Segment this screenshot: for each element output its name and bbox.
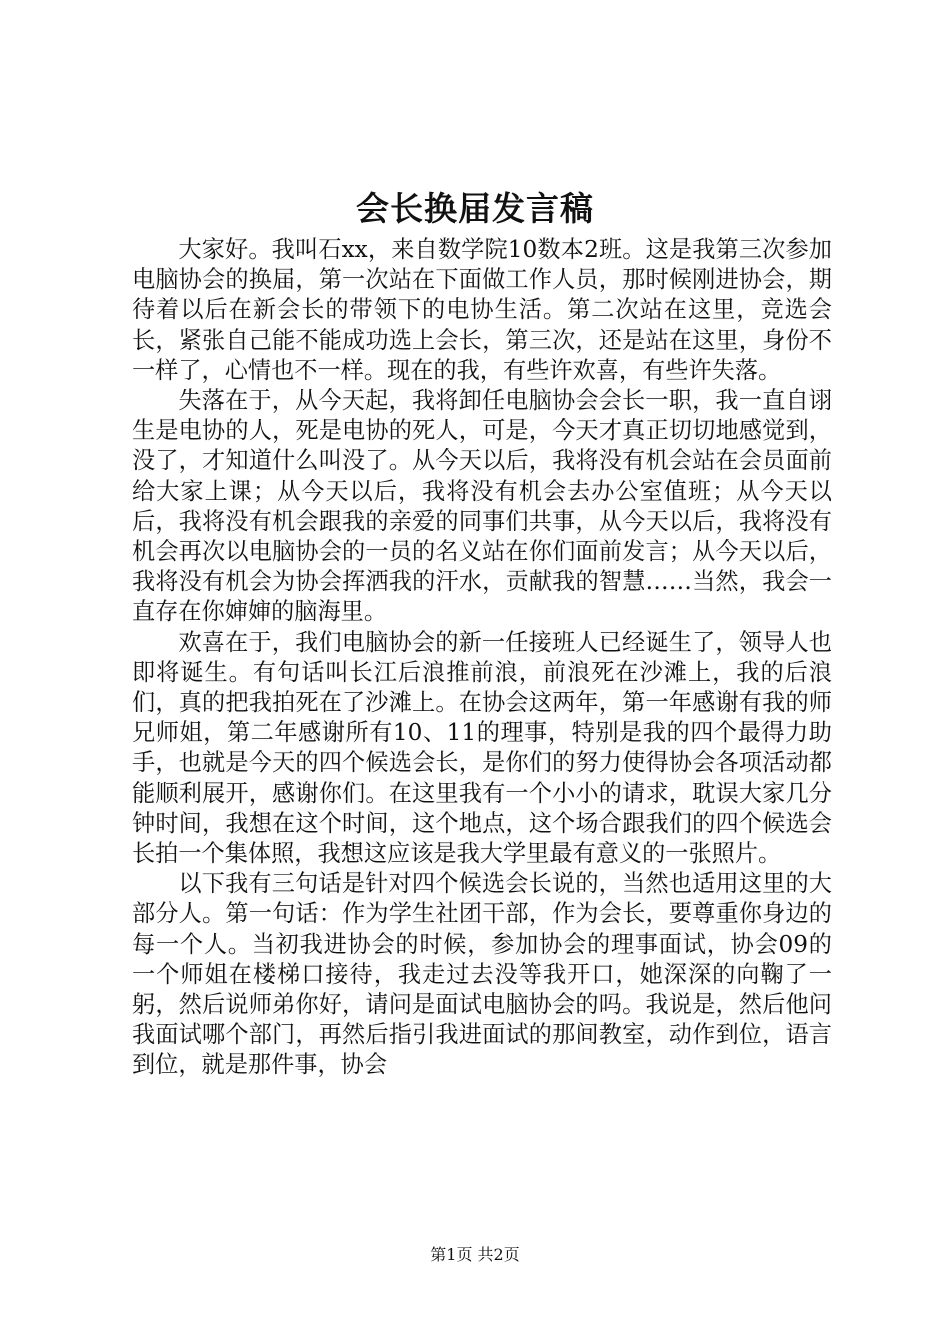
document-title: 会长换届发言稿 [356, 189, 594, 228]
paragraph: 以下我有三句话是针对四个候选会长说的，当然也适用这里的大部分人。第一句话：作为学生社团干部，作为会长，要尊重你身边的每一个人。当初我进协会的时候，参加协会的理事面试，协会09的一个师姐在楼梯口接待，我走过去没等我开口，她深深的向鞠了一躬，然后说师弟你好，请问是面试电脑协会的吗。我说是，然后他问我面试哪个部门，再然后指引我进面试的那间教室，动作到位，语言到位，就是那件事，协会 [132, 870, 832, 1079]
paragraph: 失落在于，从今天起，我将卸任电脑协会会长一职，我一直自诩生是电协的人，死是电协的死人，可是，今天才真正切切地感觉到，没了，才知道什么叫没了。从今天以后，我将没有机会站在会员面前给大家上课；从今天以后，我将没有机会去办公室值班；从今天以后，我将没有机会跟我的亲爱的同事们共事，从今天以后，我将没有机会再次以电脑协会的一员的名义站在你们面前发言；从今天以后，我将没有机会为协会挥洒我的汗水，贡献我的智慧……当然，我会一直存在你婶婶的脑海里。 [132, 387, 832, 626]
paragraph: 欢喜在于，我们电脑协会的新一任接班人已经诞生了，领导人也即将诞生。有句话叫长江后浪推前浪，前浪死在沙滩上，我的后浪们，真的把我拍死在了沙滩上。在协会这两年，第一年感谢有我的师兄师姐，第二年感谢所有10、11的理事，特别是我的四个最得力助手，也就是今天的四个候选会长，是你们的努力使得协会各项活动都能顺利展开，感谢你们。在这里我有一个小小的请求，耽误大家几分钟时间，我想在这个时间，这个地点，这个场合跟我们的四个候选会长拍一个集体照，我想这应该是我大学里最有意义的一张照片。 [132, 628, 832, 868]
document-body [132, 235, 832, 1081]
page-footer: 第1页 共2页 [430, 1245, 520, 1264]
paragraph: 大家好。我叫石xx，来自数学院10数本2班。这是我第三次参加电脑协会的换届，第一次站在下面做工作人员，那时候刚进协会，期待着以后在新会长的带领下的电协生活。第二次站在这里，竞选会长，紧张自己能不能成功选上会长，第三次，还是站在这里，身份不一样了，心情也不一样。现在的我，有些许欢喜，有些许失落。 [132, 236, 832, 384]
